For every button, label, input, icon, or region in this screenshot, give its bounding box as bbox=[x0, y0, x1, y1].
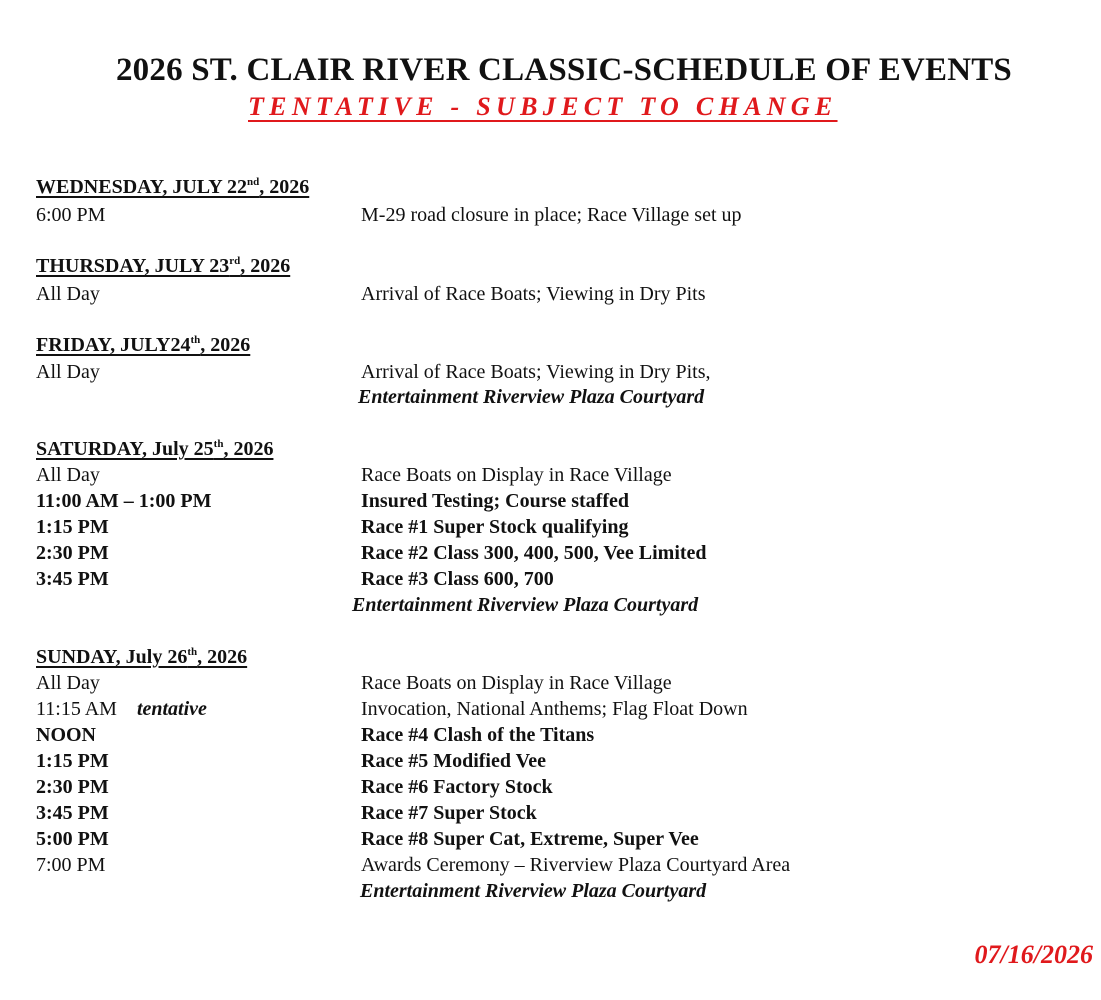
event-description: Insured Testing; Course staffed bbox=[361, 490, 629, 512]
event-time: All Day bbox=[36, 283, 100, 305]
day-heading-friday: FRIDAY, JULY24th, 2026 bbox=[36, 334, 251, 356]
schedule-row bbox=[0, 724, 1101, 750]
event-description: M-29 road closure in place; Race Village set up bbox=[361, 204, 742, 226]
event-time: All Day bbox=[36, 361, 100, 383]
event-description: Awards Ceremony – Riverview Plaza Courtyard Area bbox=[361, 854, 791, 876]
event-time: 11:15 AM tentative bbox=[36, 698, 207, 720]
event-description: Race #3 Class 600, 700 bbox=[361, 568, 554, 590]
day-heading-thursday: THURSDAY, JULY 23rd, 2026 bbox=[36, 255, 291, 277]
event-time: 7:00 PM bbox=[36, 854, 106, 876]
event-time: 2:30 PM bbox=[36, 776, 109, 798]
event-description: Race Boats on Display in Race Village bbox=[361, 672, 672, 694]
schedule-row bbox=[0, 568, 1101, 594]
event-description: Arrival of Race Boats; Viewing in Dry Pits, bbox=[361, 361, 711, 383]
schedule-row bbox=[0, 490, 1101, 516]
schedule-row bbox=[0, 828, 1101, 854]
schedule-row bbox=[0, 776, 1101, 802]
schedule-row bbox=[0, 750, 1101, 776]
day-heading-sunday: SUNDAY, July 26th, 2026 bbox=[36, 646, 248, 668]
schedule-row bbox=[0, 361, 1101, 387]
event-description: Race #5 Modified Vee bbox=[361, 750, 546, 772]
event-description: Race #6 Factory Stock bbox=[361, 776, 553, 798]
event-time: 1:15 PM bbox=[36, 516, 109, 538]
entertainment-note: Entertainment Riverview Plaza Courtyard bbox=[360, 880, 707, 902]
event-time: 6:00 PM bbox=[36, 204, 106, 226]
entertainment-note: Entertainment Riverview Plaza Courtyard bbox=[358, 386, 705, 408]
event-description: Race Boats on Display in Race Village bbox=[361, 464, 672, 486]
schedule-row bbox=[0, 516, 1101, 542]
schedule-row bbox=[0, 464, 1101, 490]
event-time: 1:15 PM bbox=[36, 750, 109, 772]
event-time: 5:00 PM bbox=[36, 828, 109, 850]
entertainment-note: Entertainment Riverview Plaza Courtyard bbox=[352, 594, 699, 616]
event-time: 3:45 PM bbox=[36, 568, 109, 590]
schedule-row bbox=[0, 854, 1101, 880]
revision-date: 07/16/2026 bbox=[974, 940, 1093, 969]
tentative-notice: TENTATIVE - SUBJECT TO CHANGE bbox=[248, 92, 838, 121]
schedule-row bbox=[0, 672, 1101, 698]
day-heading-wednesday: WEDNESDAY, JULY 22nd, 2026 bbox=[36, 176, 310, 198]
event-description: Race #1 Super Stock qualifying bbox=[361, 516, 629, 538]
schedule-row bbox=[0, 698, 1101, 724]
event-description: Race #4 Clash of the Titans bbox=[361, 724, 595, 746]
schedule-row bbox=[0, 542, 1101, 568]
schedule-row bbox=[0, 204, 1101, 230]
schedule-row bbox=[0, 283, 1101, 309]
event-time: 2:30 PM bbox=[36, 542, 109, 564]
event-time: 11:00 AM – 1:00 PM bbox=[36, 490, 212, 512]
event-description: Invocation, National Anthems; Flag Float Down bbox=[361, 698, 748, 720]
event-time: All Day bbox=[36, 464, 100, 486]
event-time: All Day bbox=[36, 672, 100, 694]
event-description: Race #8 Super Cat, Extreme, Super Vee bbox=[361, 828, 699, 850]
event-description: Arrival of Race Boats; Viewing in Dry Pits bbox=[361, 283, 706, 305]
schedule-row bbox=[0, 802, 1101, 828]
event-time: 3:45 PM bbox=[36, 802, 109, 824]
tentative-tag: tentative bbox=[136, 698, 207, 720]
event-description: Race #7 Super Stock bbox=[361, 802, 537, 824]
event-description: Race #2 Class 300, 400, 500, Vee Limited bbox=[361, 542, 707, 564]
day-heading-saturday: SATURDAY, July 25th, 2026 bbox=[36, 438, 274, 460]
event-time: NOON bbox=[36, 724, 96, 746]
page-title: 2026 ST. CLAIR RIVER CLASSIC-SCHEDULE OF EVENTS bbox=[115, 52, 1012, 88]
